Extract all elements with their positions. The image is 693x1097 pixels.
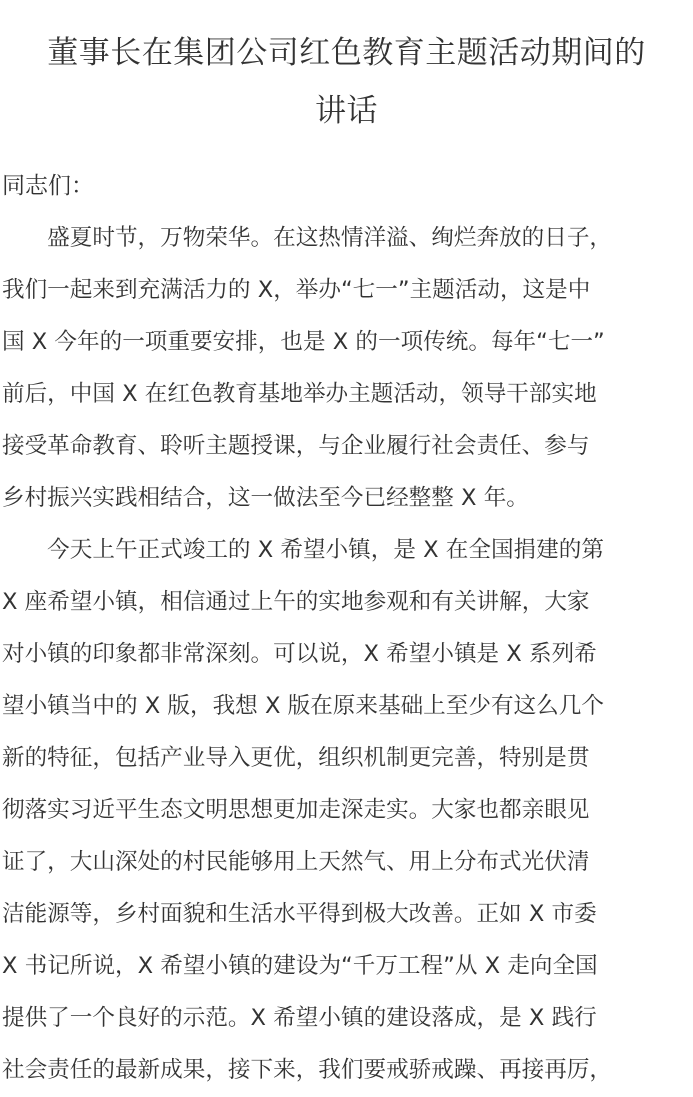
text-line: 洁能源等，乡村面貌和生活水平得到极大改善。正如 X 市委 (2, 901, 597, 927)
page-title (0, 24, 693, 140)
text-line: 提供了一个良好的示范。X 希望小镇的建设落成，是 X 践行 (2, 1005, 597, 1031)
text-line: 国 X 今年的一项重要安排，也是 X 的一项传统。每年“七一” (2, 329, 605, 355)
text-line: 社会责任的最新成果，接下来，我们要戒骄戒躁、再接再厉， (2, 1057, 613, 1083)
text-line: 前后，中国 X 在红色教育基地举办主题活动，领导干部实地 (2, 381, 597, 407)
text-line: 新的特征，包括产业导入更优，组织机制更完善，特别是贯 (2, 745, 590, 771)
text-line: 接受革命教育、聆听主题授课，与企业履行社会责任、参与 (2, 433, 590, 459)
text-line: 今天上午正式竣工的 X 希望小镇，是 X 在全国捐建的第 (2, 537, 604, 563)
text-line: 乡村振兴实践相结合，这一做法至今已经整整 X 年。 (2, 485, 529, 511)
text-line: 彻落实习近平生态文明思想更加走深走实。大家也都亲眼见 (2, 797, 590, 823)
title-line-2: 讲话 (315, 93, 378, 129)
salutation: 同志们： (2, 173, 94, 199)
speech-body (2, 212, 693, 1096)
text-line: 望小镇当中的 X 版，我想 X 版在原来基础上至少有这么几个 (2, 693, 604, 719)
title-line-1: 董事长在集团公司红色教育主题活动期间的 (47, 35, 646, 71)
text-line: 我们一起来到充满活力的 X，举办“七一”主题活动，这是中 (2, 277, 591, 303)
text-line: X 座希望小镇，相信通过上午的实地参观和有关讲解，大家 (2, 589, 590, 615)
text-line: 证了，大山深处的村民能够用上天然气、用上分布式光伏清 (2, 849, 590, 875)
text-line: X 书记所说，X 希望小镇的建设为“千万工程”从 X 走向全国 (2, 953, 598, 979)
text-line: 盛夏时节，万物荣华。在这热情洋溢、绚烂奔放的日子， (2, 225, 613, 251)
text-line: 对小镇的印象都非常深刻。可以说，X 希望小镇是 X 系列希 (2, 641, 597, 667)
